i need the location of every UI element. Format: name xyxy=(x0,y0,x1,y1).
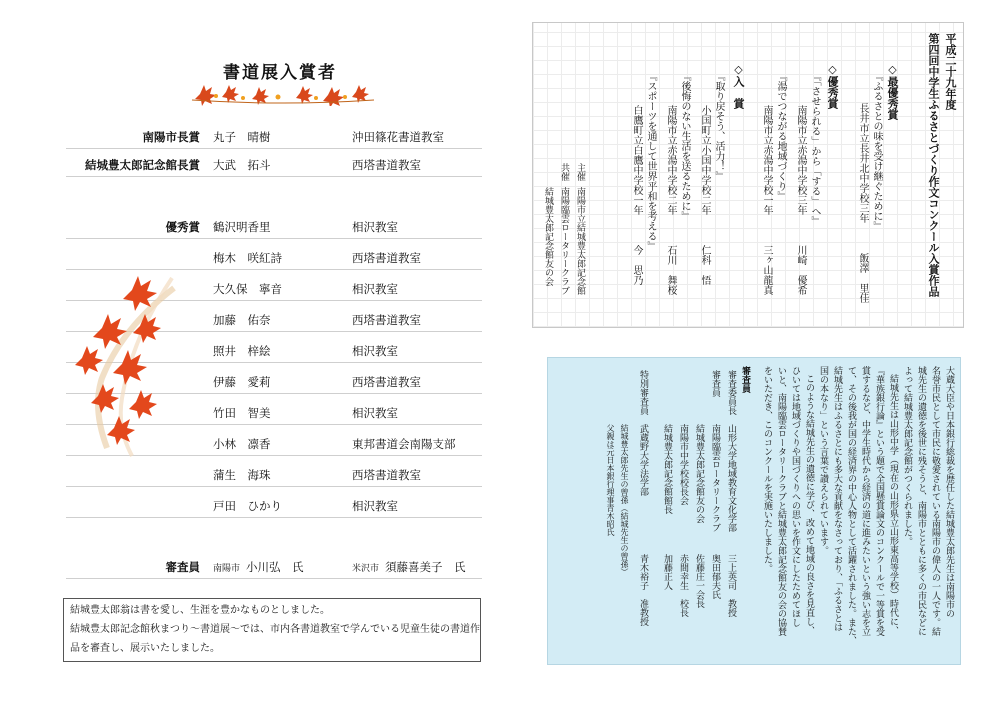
body-line: 城先生の遺徳を後世に残そうと、南陽市とともに多くの市民などに xyxy=(916,366,926,636)
cohost-label: 共催 xyxy=(559,163,569,181)
judge-name: 奥田郁夫氏 xyxy=(710,554,720,599)
table-row xyxy=(66,212,482,239)
excellent-school: 南陽市立赤湯中学校一年 xyxy=(761,105,772,215)
award-label: 南陽市長賞 xyxy=(142,130,200,144)
school-name: 相沢教室 xyxy=(352,499,398,513)
judges-label: 審査員 xyxy=(165,560,200,574)
excellent-name: 三ヶ山龍真 xyxy=(761,245,772,295)
merit-school: 小国町立小国中学校二年 xyxy=(699,105,710,215)
school-name: 相沢教室 xyxy=(352,282,398,296)
judge-org: 結城豊太郎記念館館長 xyxy=(662,424,672,514)
judge-org: 南陽市中学校校長会 xyxy=(678,424,688,505)
contest-year: 平成二十九年度 xyxy=(944,33,957,110)
merit-name: 石川 舞桜 xyxy=(665,245,676,295)
description-line: 品を審査し、展示いたしました。 xyxy=(70,643,220,654)
excellent-work: 『「させられる」から「する」へ』 xyxy=(809,71,820,226)
page-title: 書道展入賞者 xyxy=(223,63,337,83)
winner-name: 竹田 智美 xyxy=(213,406,271,420)
body-line: 大蔵大臣や日本銀行総裁を歴任した結城豊太郎先生は南陽市の xyxy=(944,366,954,618)
body-line: て、その後我が国の経済界の中心人物として活躍されました。また、 xyxy=(846,366,856,645)
judge-name: 赤間幸生 校長 xyxy=(678,554,688,617)
maple-leaf-ornament xyxy=(188,80,378,106)
winner-name: 戸田 ひかり xyxy=(213,499,282,513)
award-label: 結城豊太郎記念館長賞 xyxy=(85,158,200,172)
school-name: 西塔書道教室 xyxy=(352,468,421,482)
maple-branch-illustration xyxy=(62,268,182,458)
host-name: 南陽市立結城豊太郎記念館 xyxy=(575,187,585,295)
school-name: 西塔書道教室 xyxy=(352,313,421,327)
table-row xyxy=(66,150,482,177)
grand-prize-header: ◇最優秀賞 xyxy=(886,63,899,120)
description-line: 結城豊太郎記念館秋まつり～書道展～では、市内各書道教室で学んでいる児童生徒の書道作 xyxy=(70,624,480,635)
body-line: 名誉市民として市民に敬愛されている南陽市の偉人の一人です。結 xyxy=(930,366,940,636)
cohost-name: 結城豊太郎記念館友の会 xyxy=(543,187,553,286)
winner-name: 鶴沢明香里 xyxy=(213,220,271,234)
school-name: 西塔書道教室 xyxy=(352,158,421,172)
table-row xyxy=(66,243,482,270)
grand-prize-work: 『ふるさとの味を受け継ぐために』 xyxy=(871,71,882,231)
body-line: このような結城先生の遺徳に学び、改めて地域の良さを見直し、 xyxy=(804,374,814,635)
judge-org-note: 結城豊太郎先生の曾孫（結城先生の曾孫） xyxy=(620,424,629,576)
merit-header: ◇入 賞 xyxy=(732,63,745,109)
body-line: 結城先生は山形中学（現在の山形県立山形東高等学校）時代に、 xyxy=(888,374,898,635)
judge-name: 須藤喜美子 氏 xyxy=(385,560,466,574)
school-name: 東邦書道会南陽支部 xyxy=(352,437,456,451)
judge-role: 特別審査員 xyxy=(638,370,648,415)
judge-name: 三上英司 教授 xyxy=(726,554,736,617)
merit-work: 『取り戻そう、活力！』 xyxy=(713,71,724,181)
contest-description-panel xyxy=(547,357,961,665)
judges-row xyxy=(66,552,482,579)
judge-org: 武蔵野大学法学部 xyxy=(638,424,648,496)
judge-org: 南陽臨雲ロータリークラブ xyxy=(710,424,720,532)
merit-school: 南陽市立赤湯中学校二年 xyxy=(665,105,676,215)
judge-org-note: 父親は元日本銀行理事青木昭氏 xyxy=(606,424,615,536)
table-row xyxy=(66,491,482,518)
winner-name: 小林 凛香 xyxy=(213,437,271,451)
school-name: 相沢教室 xyxy=(352,344,398,358)
merit-work: 『スポーツを通して世界平和を考える』 xyxy=(645,71,656,251)
merit-name: 仁科 悟 xyxy=(699,245,710,285)
winner-name: 蒲生 海珠 xyxy=(213,468,271,482)
winner-name: 照井 梓絵 xyxy=(213,344,271,358)
judge-name: 小川弘 氏 xyxy=(246,560,304,574)
winner-name: 伊藤 愛莉 xyxy=(213,375,271,389)
winner-name: 梅木 咲紅詩 xyxy=(213,251,282,265)
judge-name: 佐藤庄一会長 xyxy=(694,554,704,608)
body-line: 『華族銀行論』という題で全国懸賞論文のコンクールで一等賞を受 xyxy=(874,366,884,636)
school-name: 西塔書道教室 xyxy=(352,251,421,265)
description-box xyxy=(63,598,481,662)
merit-name: 今 思乃 xyxy=(631,245,642,285)
winner-name: 大久保 寧音 xyxy=(213,282,282,296)
body-line: いと、南陽臨雲ロータリークラブと結城豊太郎記念館友の会の協賛 xyxy=(776,366,786,636)
body-line: 賞するなど、中学生時代から経済の道に進みたいという強い志を立 xyxy=(860,366,870,636)
school-name: 相沢教室 xyxy=(352,406,398,420)
school-name: 沖田篠花書道教室 xyxy=(352,130,444,144)
award-label: 優秀賞 xyxy=(165,220,200,234)
judge-org: 結城豊太郎記念館友の会 xyxy=(694,424,704,523)
table-row xyxy=(66,460,482,487)
winner-name: 加藤 佑奈 xyxy=(213,313,271,327)
excellent-work: 『湯でつながる地域づくり』 xyxy=(775,71,786,201)
grand-prize-name: 飯澤 里佳 xyxy=(857,253,868,303)
judge-city: 南陽市 xyxy=(213,564,241,574)
table-row xyxy=(66,122,482,149)
body-line: よって結城豊太郎記念館がつくられました。 xyxy=(902,366,912,546)
merit-school: 白鷹町立白鷹中学校一年 xyxy=(631,105,642,215)
school-name: 相沢教室 xyxy=(352,220,398,234)
body-line: をいただき、このコンクールを実施いたしました。 xyxy=(762,366,772,573)
grand-prize-school: 長井市立長井北中学校三年 xyxy=(857,103,868,223)
excellent-name: 川崎 優希 xyxy=(795,245,806,295)
body-line: 国の本なり」という言葉で讃えられています。 xyxy=(818,366,828,555)
judges-header: 審査員 xyxy=(740,366,750,393)
excellent-school: 南陽市立赤湯中学校三年 xyxy=(795,105,806,215)
contest-title: 第四回中学生ふるさとづくり作文コンクール入賞作品 xyxy=(927,33,940,297)
judge-name: 青木裕子 准教授 xyxy=(638,554,648,626)
winner-name: 大武 拓斗 xyxy=(213,158,271,172)
judge-role: 審査員 xyxy=(710,370,720,397)
host-label: 主催 xyxy=(575,163,585,181)
judge-name: 加藤正人 xyxy=(662,554,672,590)
merit-work: 『後悔のない生活を送るために』 xyxy=(679,71,690,221)
judge-city: 米沢市 xyxy=(352,564,380,574)
cohost-name: 南陽臨雲ロータリークラブ xyxy=(559,187,569,295)
description-line: 結城豊太郎翁は書を愛し、生涯を豊かなものとしました。 xyxy=(70,605,330,616)
body-line: 結城先生はふるさとにも多大な貢献をなさっており、「ふるさとは xyxy=(832,366,842,632)
winner-name: 丸子 晴樹 xyxy=(213,130,271,144)
excellent-header: ◇優秀賞 xyxy=(826,63,839,109)
judge-org: 山形大学地域教育文化学部 xyxy=(726,424,736,532)
body-line: ひいては地域づくりや国づくりへの思いを作文にしたためてほし xyxy=(790,366,800,627)
school-name: 西塔書道教室 xyxy=(352,375,421,389)
essay-contest-panel xyxy=(532,22,964,328)
judge-role: 審査委員長 xyxy=(726,370,736,415)
